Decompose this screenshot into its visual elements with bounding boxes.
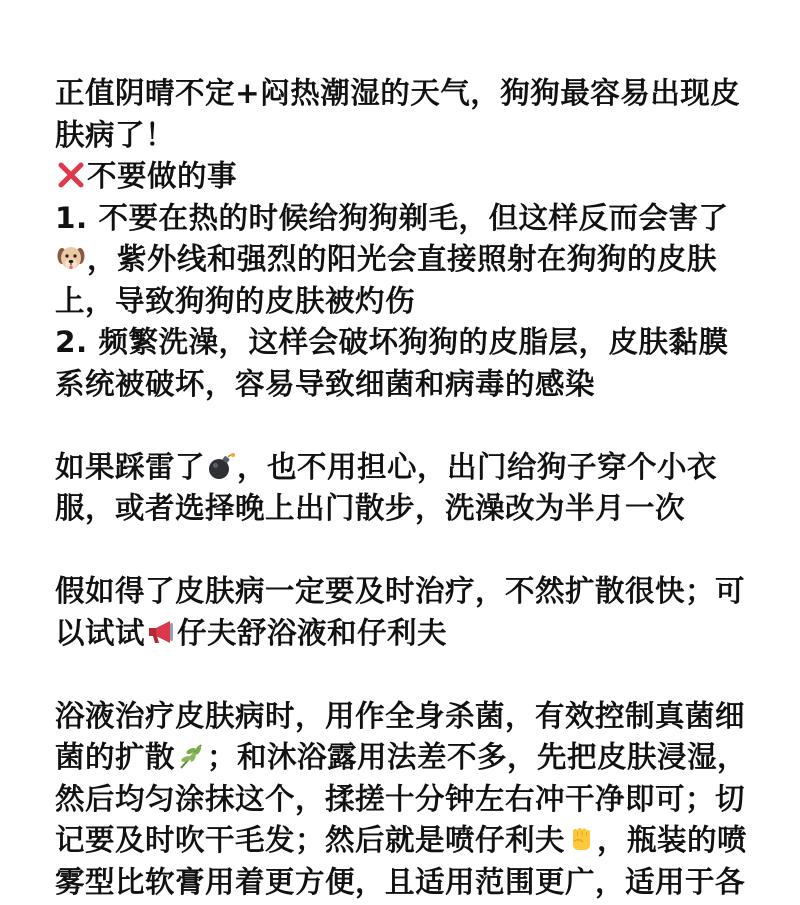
text-span: 肤病了！ [55,117,176,152]
text-span: 以试试 [55,615,146,650]
text-span: 假如得了皮肤病一定要及时治疗，不然扩散很快；可 [55,574,746,608]
text-span: 1. 不要在热的时候给狗狗剃毛，但这样反而会害了 [55,200,729,235]
paragraph-4-line-1 [55,696,755,738]
text-span: ，瓶装的喷 [597,823,748,857]
text-span: 系统被破坏，容易导致细菌和病毒的感染 [55,366,596,401]
text-span: 菌的扩散 [55,740,176,774]
dog-face-icon [56,243,86,273]
text-span: ，紫外线和强烈的阳光会直接照射在狗狗的皮肤 [87,242,718,276]
paragraph-3-line-2 [55,613,755,655]
paragraph-2-line-1 [55,447,755,489]
paragraph-2-line-2 [55,488,755,530]
herb-icon [176,741,206,771]
text-span: 记要及时吹干毛发；然后就是喷仔利夫 [55,823,566,857]
paragraph-intro-line-1 [55,73,755,115]
raised-fist-icon [566,824,596,854]
list-item-2-line-2 [55,364,755,406]
text-span: 仔夫舒浴液和仔利夫 [177,615,448,650]
text-span: 服，或者选择晚上出门散步，洗澡改为半月一次 [55,491,686,525]
heading-text: 不要做的事 [87,159,238,193]
paragraph-gap [55,654,755,696]
megaphone-icon [146,617,176,647]
list-item-1-line-3 [55,281,755,323]
text-span: 浴液治疗皮肤病时，用作全身杀菌，有效控制真菌细 [55,698,746,733]
cross-mark-icon [56,160,86,190]
article-body [55,73,755,903]
text-span: 2. 频繁洗澡，这样会破坏狗狗的皮脂层，皮肤黏膜 [55,325,729,359]
text-span: 上，导致狗狗的皮肤被灼伤 [55,283,416,318]
paragraph-intro-line-2 [55,115,755,157]
paragraph-3-line-1 [55,571,755,613]
text-span: 如果踩雷了 [55,449,206,484]
list-item-1-line-1 [55,198,755,240]
list-item-2-line-1 [55,322,755,364]
text-span: 正值阴晴不定+闷热潮湿的天气，狗狗最容易出现皮 [55,76,741,110]
section-heading [55,156,755,198]
paragraph-gap [55,405,755,447]
text-span: ；和沐浴露用法差不多，先把皮肤浸湿， [207,740,748,774]
paragraph-4-line-4 [55,820,755,862]
paragraph-gap [55,530,755,572]
text-span: ，也不用担心，出门给狗子穿个小衣 [237,449,718,484]
bomb-icon [206,451,236,481]
paragraph-4-line-5 [55,862,755,904]
paragraph-4-line-2 [55,737,755,779]
text-span: 然后均匀涂抹这个，揉搓十分钟左右冲干净即可；切 [55,781,746,816]
text-span: 雾型比软膏用着更方便，且适用范围更广，适用于各 [55,864,746,899]
paragraph-4-line-3 [55,779,755,821]
list-item-1-line-2 [55,239,755,281]
